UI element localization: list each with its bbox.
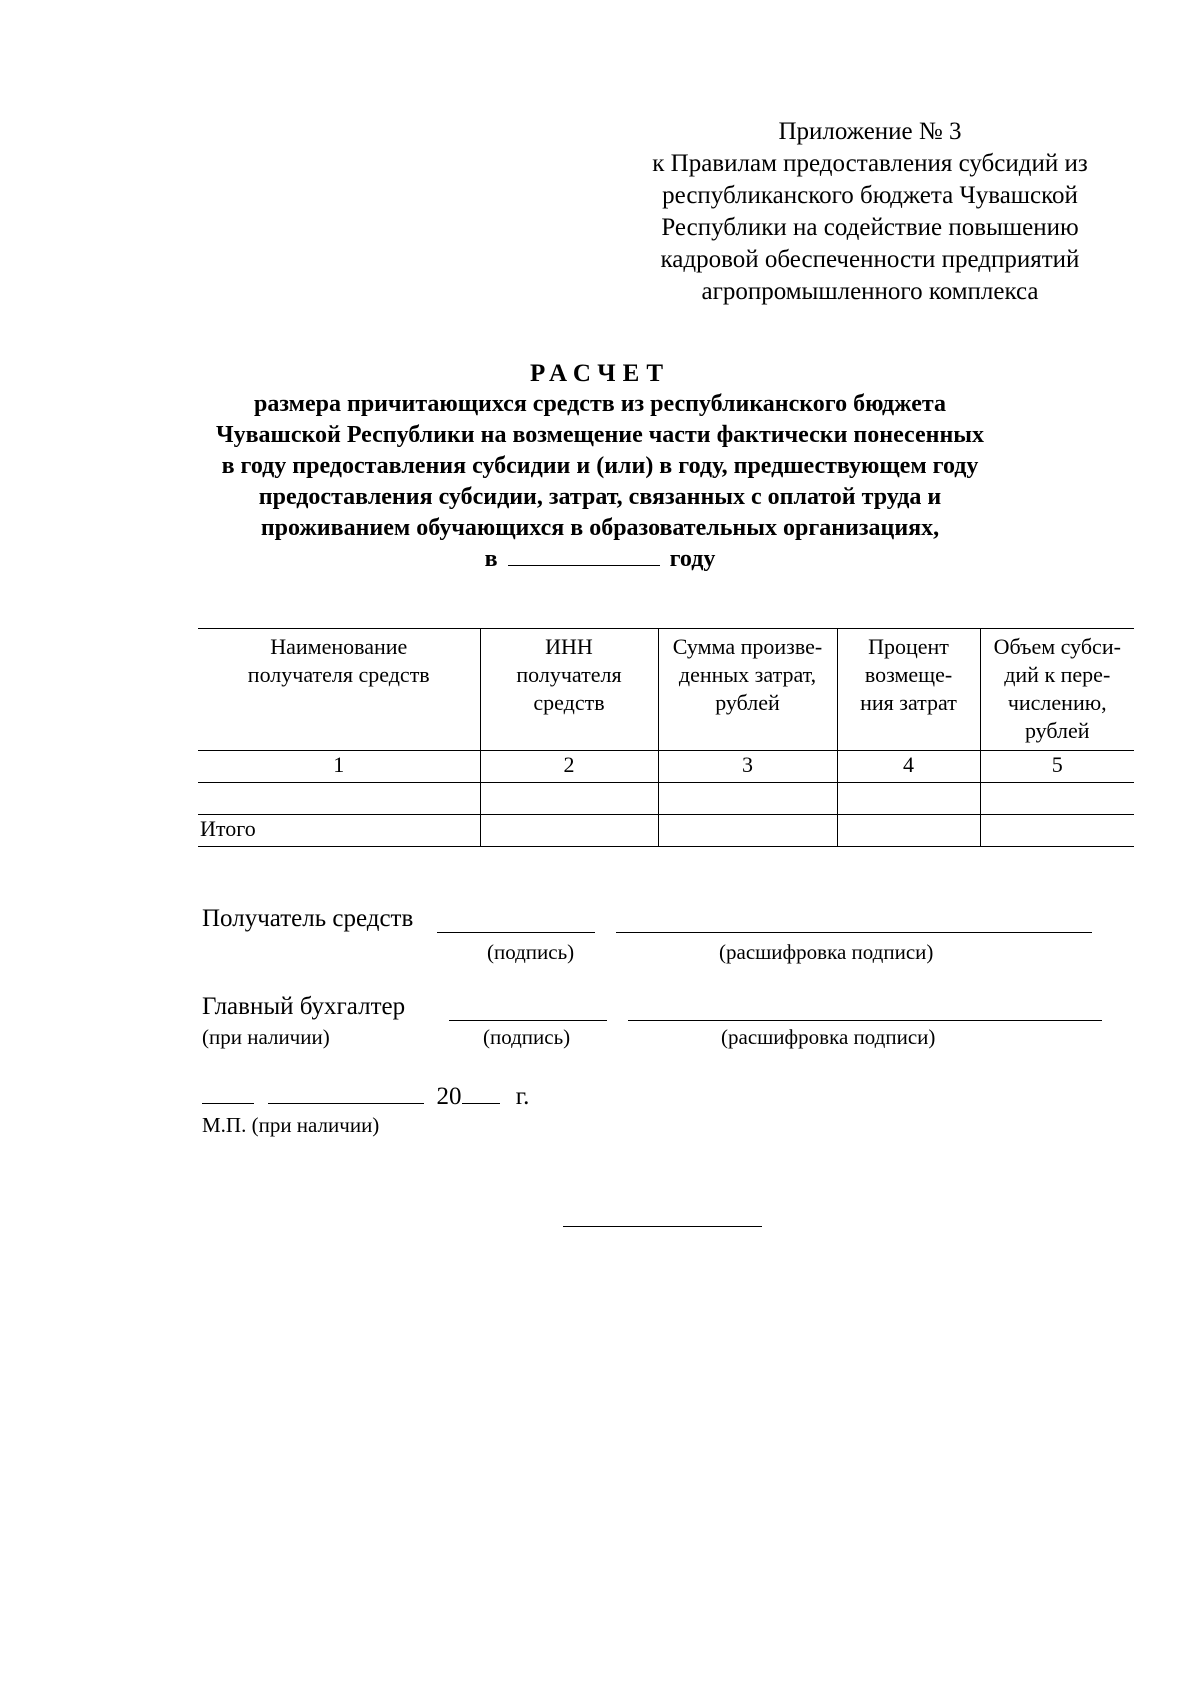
table-cell[interactable]	[980, 815, 1134, 847]
accountant-label: Главный бухгалтер	[202, 993, 406, 1020]
column-number-row	[198, 751, 1134, 783]
accountant-signature-line[interactable]	[449, 1020, 607, 1021]
decode-caption: (расшифровка подписи)	[719, 940, 934, 964]
recipient-decode-line[interactable]	[616, 932, 1092, 933]
column-number: 2	[480, 751, 658, 783]
table-cell[interactable]	[198, 783, 480, 815]
table-row	[198, 783, 1134, 815]
annex-line: Республики на содействие повышению	[661, 214, 1079, 241]
table-cell[interactable]	[480, 815, 658, 847]
table-cell[interactable]	[837, 815, 980, 847]
table-cell[interactable]	[658, 783, 837, 815]
header-reimbursement-percent: Процент возмеще- ния затрат	[837, 629, 980, 751]
header-recipient-name: Наименование получателя средств	[198, 629, 480, 751]
title-year-line	[160, 544, 1040, 575]
date-year-blank[interactable]	[462, 1083, 500, 1104]
document-title	[160, 358, 1040, 575]
stamp-note: М.П. (при наличии)	[202, 1113, 380, 1137]
header-subsidy-volume: Объем субси- дий к пере- числению, рублей	[980, 629, 1134, 751]
signature-caption: (подпись)	[483, 1025, 571, 1049]
title-line: размера причитающихся средств из республиканского бюджета	[253, 391, 946, 417]
calculation-table	[198, 628, 1134, 847]
header-inn: ИНН получателя средств	[480, 629, 658, 751]
title-line: Чувашской Республики на возмещение части фактически понесенных	[215, 422, 985, 448]
date-month-blank[interactable]	[268, 1083, 424, 1104]
table-cell[interactable]	[480, 783, 658, 815]
year-prefix: в	[484, 546, 498, 572]
annex-header	[620, 116, 1120, 308]
table-cell[interactable]	[980, 783, 1134, 815]
closing-rule	[563, 1226, 762, 1227]
recipient-signature-line[interactable]	[437, 932, 595, 933]
decode-caption: (расшифровка подписи)	[721, 1025, 936, 1049]
table-header-row	[198, 629, 1134, 751]
annex-line: республиканского бюджета Чувашской	[662, 182, 1078, 209]
annex-line: агропромышленного комплекса	[701, 278, 1039, 305]
annex-line: Приложение № 3	[778, 118, 962, 145]
year-suffix: году	[669, 546, 716, 572]
recipient-label: Получатель средств	[202, 905, 414, 932]
title-word: РАСЧЕТ	[529, 360, 670, 387]
column-number: 5	[980, 751, 1134, 783]
date-day-blank[interactable]	[202, 1083, 254, 1104]
date-line	[202, 1083, 529, 1111]
column-number: 4	[837, 751, 980, 783]
title-line: предоставления субсидии, затрат, связанных с оплатой труда и	[258, 484, 942, 510]
table-cell[interactable]	[658, 815, 837, 847]
signature-caption: (подпись)	[487, 940, 575, 964]
title-line: в году предоставления субсидии и (или) в году, предшествующем году	[221, 453, 979, 479]
column-number: 3	[658, 751, 837, 783]
annex-line: к Правилам предоставления субсидий из	[652, 150, 1088, 177]
total-row	[198, 815, 1134, 847]
date-suffix: г.	[515, 1083, 530, 1110]
accountant-note: (при наличии)	[202, 1025, 330, 1049]
table-cell[interactable]	[837, 783, 980, 815]
year-blank-field[interactable]	[508, 545, 660, 566]
accountant-decode-line[interactable]	[628, 1020, 1102, 1021]
date-century: 20	[436, 1083, 462, 1110]
annex-line: кадровой обеспеченности предприятий	[660, 246, 1080, 273]
total-label: Итого	[198, 815, 480, 847]
column-number: 1	[198, 751, 480, 783]
header-costs-amount: Сумма произве- денных затрат, рублей	[658, 629, 837, 751]
title-line: проживанием обучающихся в образовательных организациях,	[260, 515, 940, 541]
